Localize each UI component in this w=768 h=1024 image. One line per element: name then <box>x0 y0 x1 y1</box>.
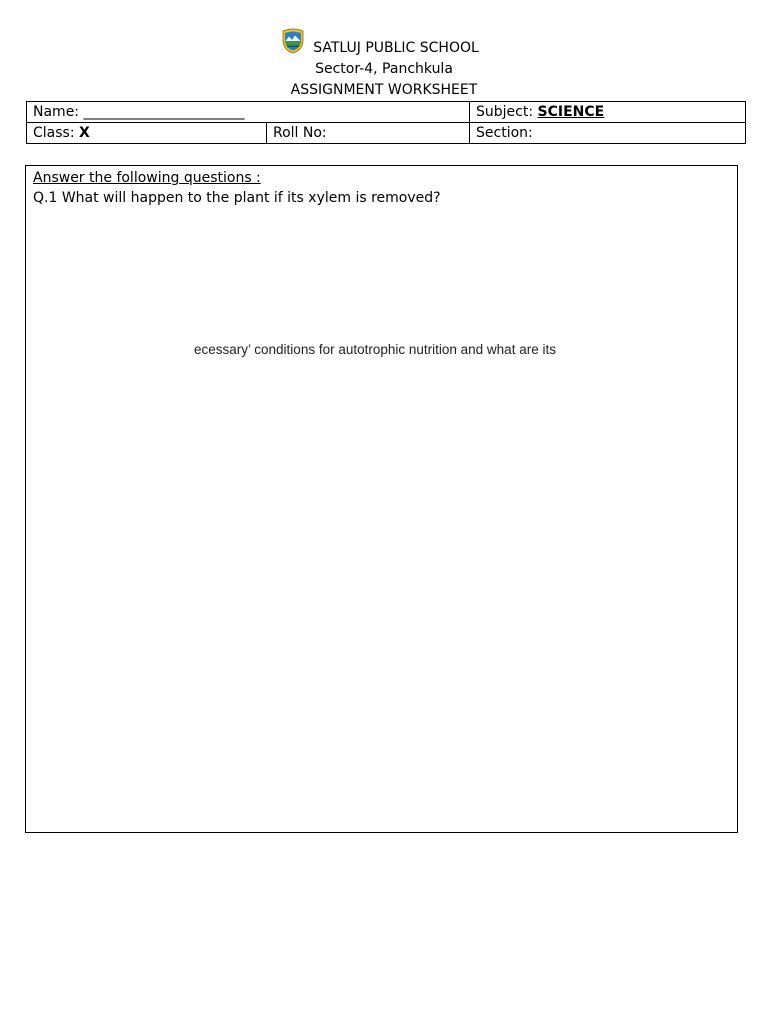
section-cell[interactable] <box>470 123 746 144</box>
worksheet-title: ASSIGNMENT WORKSHEET <box>290 82 478 98</box>
subject-value: SCIENCE <box>537 104 605 120</box>
document-header <box>0 38 768 101</box>
question-1: Q.1 What will happen to the plant if its xylem is removed? <box>33 190 441 206</box>
subject-label: Subject: <box>476 104 534 120</box>
roll-no-cell[interactable] <box>267 123 470 144</box>
section-label: Section: <box>476 125 533 141</box>
instructions-heading: Answer the following questions : <box>33 170 261 186</box>
roll-no-label: Roll No: <box>273 125 327 141</box>
name-label: Name: <box>33 104 80 120</box>
class-value: X <box>79 125 90 141</box>
info-row-name <box>27 102 746 123</box>
overlay-text-fragment: ecessary’ conditions for autotrophic nutrition and what are its <box>194 342 556 357</box>
class-cell <box>27 123 267 144</box>
name-cell[interactable] <box>27 102 470 123</box>
info-row-class <box>27 123 746 144</box>
school-address: Sector-4, Panchkula <box>315 61 453 77</box>
subject-cell <box>470 102 746 123</box>
student-info-table <box>26 101 746 144</box>
school-name: SATLUJ PUBLIC SCHOOL <box>313 40 479 56</box>
class-label: Class: <box>33 125 75 141</box>
answer-box[interactable] <box>25 165 738 833</box>
name-blank: _______________________ <box>83 104 245 120</box>
